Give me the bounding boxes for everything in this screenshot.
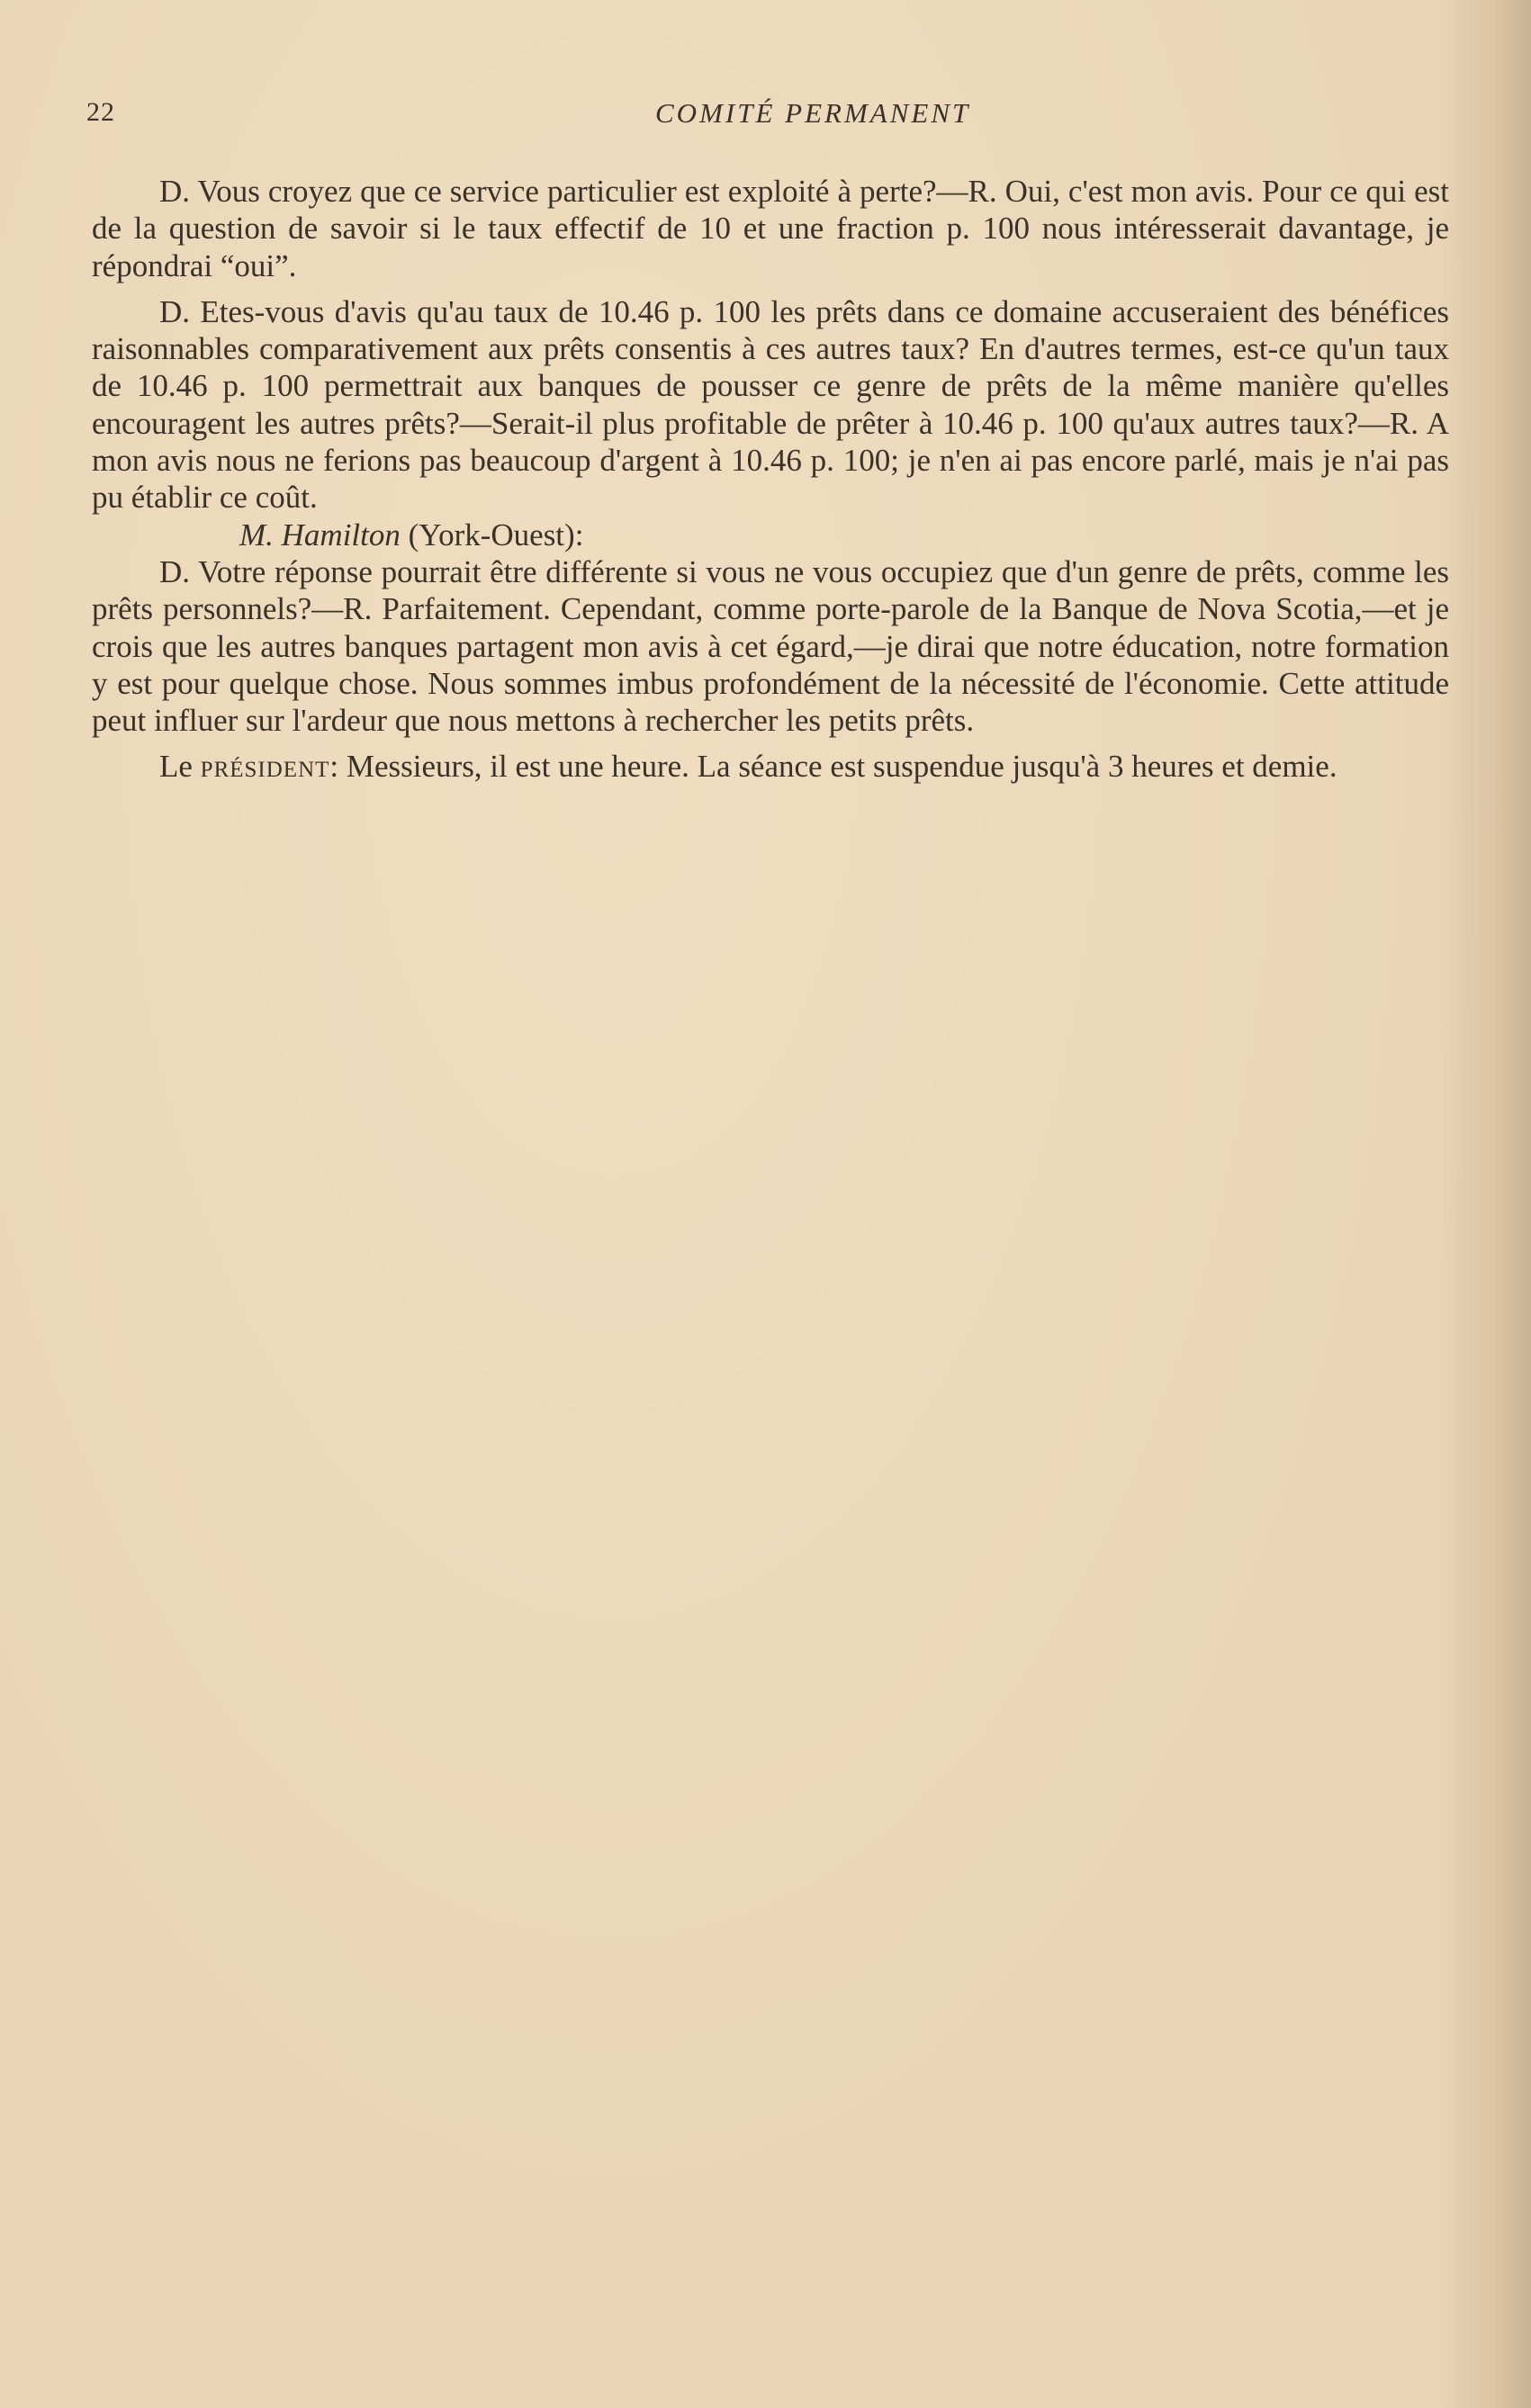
speaker-name: M. Hamilton [239,517,401,553]
speaker-heading [92,517,1449,553]
closing-text: : Messieurs, il est une heure. La séance est suspendue jusqu'à 3 heures et demie. [329,749,1337,785]
paragraph-question-1: D. Vous croyez que ce service particulier est exploité à perte?—R. Oui, c'est mon avis. Pour ce qui est de la question de savoir si le taux effectif de 10 et une fraction p. 100 nous intéresserait davantage, je répondrai “oui”. [92,174,1449,283]
running-head: COMITÉ PERMANENT [655,97,971,129]
closing-prefix: Le [159,749,193,785]
closing-title: président [200,749,330,785]
paragraph-question-2: D. Etes-vous d'avis qu'au taux de 10.46 p. 100 les prêts dans ce domaine accuseraient des bénéfices raisonnables comparativement aux prêts consentis à ces autres taux? En d'autres termes, est-ce qu'un taux de 10.46 p. 100 permettrait aux banques de pousser ce genre de prêts de la même manière qu'elles encouragent les autres prêts?—Serait-il plus profitable de prêter à 10.46 p. 100 qu'aux autres taux?—R. A mon avis nous ne ferions pas beaucoup d'argent à 10.46 p. 100; je n'en ai pas encore parlé, mais je n'ai pas pu établir ce coût. [92,293,1449,516]
speaker-riding: (York-Ouest): [408,517,584,553]
paragraph-question-3: D. Votre réponse pourrait être différente si vous ne vous occupiez que d'un genre de prêts, comme les prêts personnels?—R. Parfaitement. Cependant, comme porte-parole de la Banque de Nova Scotia,—et je crois que les autres banques partagent mon avis à cet égard,—je dirai que notre éducation, notre formation y est pour quelque chose. Nous sommes imbus profondément de la nécessité de l'économie. Cette attitude peut influer sur l'ardeur que nous mettons à rechercher les petits prêts. [92,553,1449,739]
page-number: 22 [86,97,115,127]
page-header [86,97,1454,140]
closing-paragraph [92,748,1449,785]
body-text [92,173,1449,786]
